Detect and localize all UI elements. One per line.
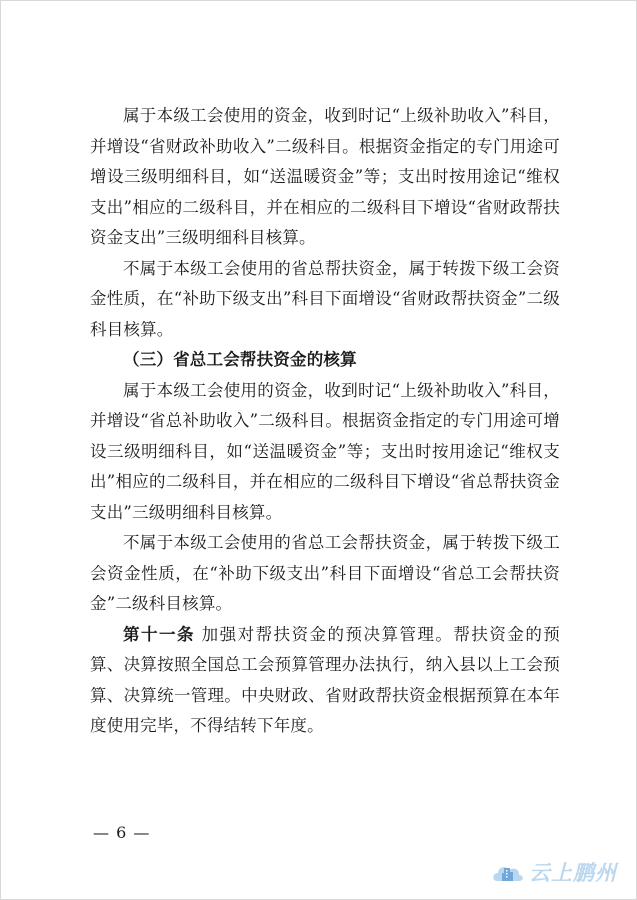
section-heading: （三）省总工会帮扶资金的核算: [123, 350, 357, 369]
document-body: [90, 101, 560, 742]
page-number: — 6 —: [93, 823, 151, 842]
paragraph-1: 属于本级工会使用的资金，收到时记“上级补助收入”科目，并增设“省财政补助收入”二级科目。根据资金指定的专门用途可增设三级明细科目，如“送温暖资金”等；支出时按用途记“维权支出”相应的二级科目，并在相应的二级科目下增设“省财政帮扶资金支出”三级明细科目核算。: [90, 106, 560, 247]
watermark-text: 云上鹏州: [529, 861, 617, 885]
watermark: [491, 857, 617, 887]
article-paragraph: [90, 620, 560, 742]
paragraph-2: 不属于本级工会使用的省总帮扶资金，属于转拨下级工会资金性质，在“补助下级支出”科目下面增设“省财政帮扶资金”二级科目核算。: [90, 258, 560, 339]
cloud-building-icon: [491, 859, 525, 885]
article-text: 加强对帮扶资金的预决算管理。帮扶资金的预算、决算按照全国总工会预算管理办法执行，纳入县以上工会预算、决算统一管理。中央财政、省财政帮扶资金根据预算在本年度使用完毕，不得结转下年度。: [90, 624, 560, 735]
article-label: 第十一条: [123, 624, 195, 644]
paragraph-3: 属于本级工会使用的资金，收到时记“上级补助收入”科目，并增设“省总补助收入”二级科目。根据资金指定的专门用途可增设三级明细科目，如“送温暖资金”等；支出时按用途记“维权支出”相应的二级科目，并在相应的二级科目下增设“省总帮扶资金支出”三级明细科目核算。: [90, 380, 560, 522]
paragraph-4: 不属于本级工会使用的省总工会帮扶资金，属于转拨下级工会资金性质，在“补助下级支出”科目下面增设“省总工会帮扶资金”二级科目核算。: [90, 533, 560, 613]
